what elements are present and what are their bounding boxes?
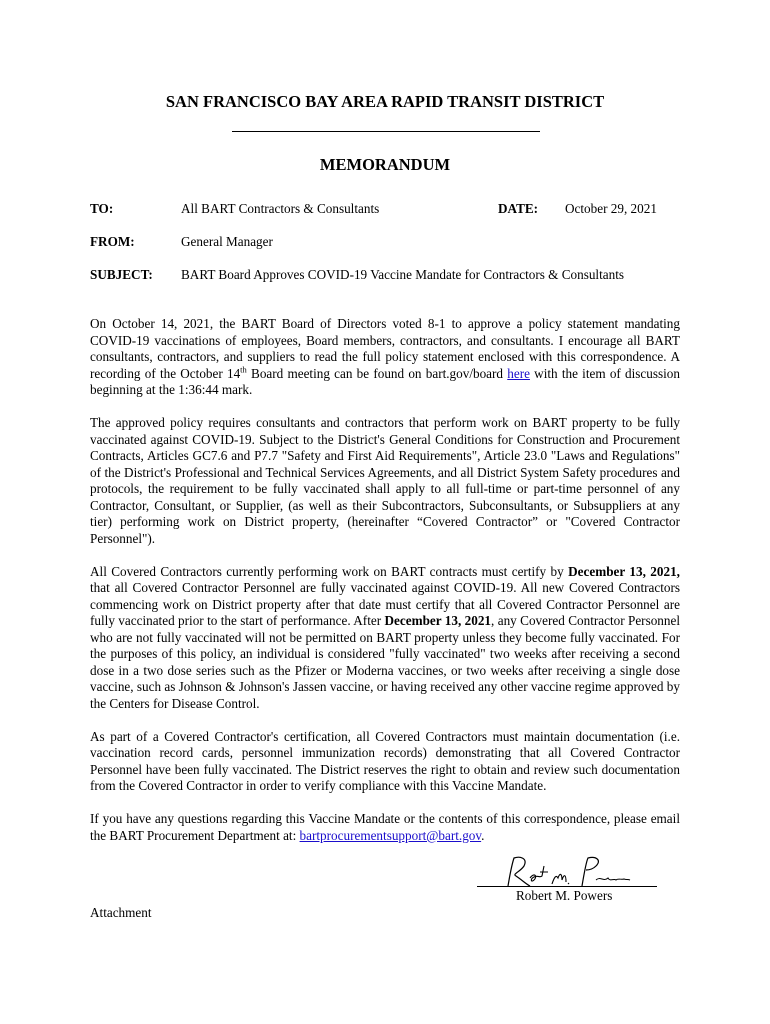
to-value: All BART Contractors & Consultants bbox=[181, 201, 380, 216]
subject-value: BART Board Approves COVID-19 Vaccine Mandate for Contractors & Consultants bbox=[181, 267, 624, 282]
board-recording-link[interactable]: here bbox=[507, 365, 530, 381]
attachment-note: Attachment bbox=[90, 905, 152, 920]
paragraph-board-vote: On October 14, 2021, the BART Board of Directors voted 8-1 to approve a policy statement mandating COVID-19 vaccinations of employees, Board members, contractors, and consultants. I encourage all BART consultants, contractors, and suppliers to read the full policy statement enclosed with this correspondence. A recording of the October 14th Board meeting can be found on bart.gov/board here with the item of discussion beginning at the 1:36:44 mark. bbox=[90, 316, 680, 397]
organization-name: SAN FRANCISCO BAY AREA RAPID TRANSIT DISTRICT bbox=[165, 92, 605, 111]
signature-line bbox=[477, 886, 657, 887]
paragraph-policy-requirements: The approved policy requires consultants and contractors that perform work on BART property to be fully vaccinated against COVID-19. Subject to the District's General Conditions for Construction and Procurement Contracts, Articles GC7.6 and P7.7 "Safety and First Aid Requirements", Article 23.0 "Laws and Regulations" of the District's Professional and Technical Services Agreements, and all District System Safety procedures and protocols, the requirement to be fully vaccinated shall apply to all full-time or part-time personnel of any Contractor, Consultant, or Supplier, (as well as their Subcontractors, Subconsultants, or Subsuppliers at any tier) performing work on District property, (hereinafter “Covered Contractor” or "Covered Contractor Personnel"). bbox=[90, 415, 680, 546]
from-label: FROM: bbox=[90, 234, 135, 249]
from-value: General Manager bbox=[181, 234, 273, 249]
signatory-name: Robert M. Powers bbox=[516, 888, 613, 903]
memo-body bbox=[90, 316, 680, 844]
subject-label: SUBJECT: bbox=[90, 267, 153, 282]
date-label: DATE: bbox=[498, 201, 539, 216]
paragraph-documentation: As part of a Covered Contractor's certification, all Covered Contractors must maintain documentation (i.e. vaccination record cards, personnel immunization records) demonstrating that all Covered Contractor Personnel have been fully vaccinated. The District reserves the right to obtain and review such documentation from the Covered Contractor in order to verify compliance with this Vaccine Mandate. bbox=[90, 728, 680, 793]
paragraph-contact: If you have any questions regarding this Vaccine Mandate or the contents of this correspondence, please email the BART Procurement Department at: bartprocurementsupport@bart.gov. bbox=[90, 811, 680, 843]
to-label: TO: bbox=[90, 201, 114, 216]
procurement-email-link[interactable]: bartprocurementsupport@bart.gov bbox=[299, 827, 482, 843]
paragraph-certification-deadline: All Covered Contractors currently performing work on BART contracts must certify by December 13, 2021, that all Covered Contractor Personnel are fully vaccinated against COVID-19. All new Covered Contractors commencing work on District property after that date must certify that all Covered Contractor Personnel are fully vaccinated prior to the start of performance. After December 13, 2021, any Covered Contractor Personnel who are not fully vaccinated will not be permitted on BART property unless they become fully vaccinated. For the purposes of this policy, an individual is considered "fully vaccinated" two weeks after receiving a second dose in a two dose series such as the Pfizer or Moderna vaccines, or two weeks after receiving a single dose vaccine, such as Johnson & Johnson's Jassen vaccine, or having received any other vaccine regime approved by the Centers for Disease Control. bbox=[90, 563, 681, 711]
document-type-title: MEMORANDUM bbox=[319, 155, 451, 174]
date-value: October 29, 2021 bbox=[565, 201, 657, 216]
header-rule bbox=[232, 131, 540, 132]
